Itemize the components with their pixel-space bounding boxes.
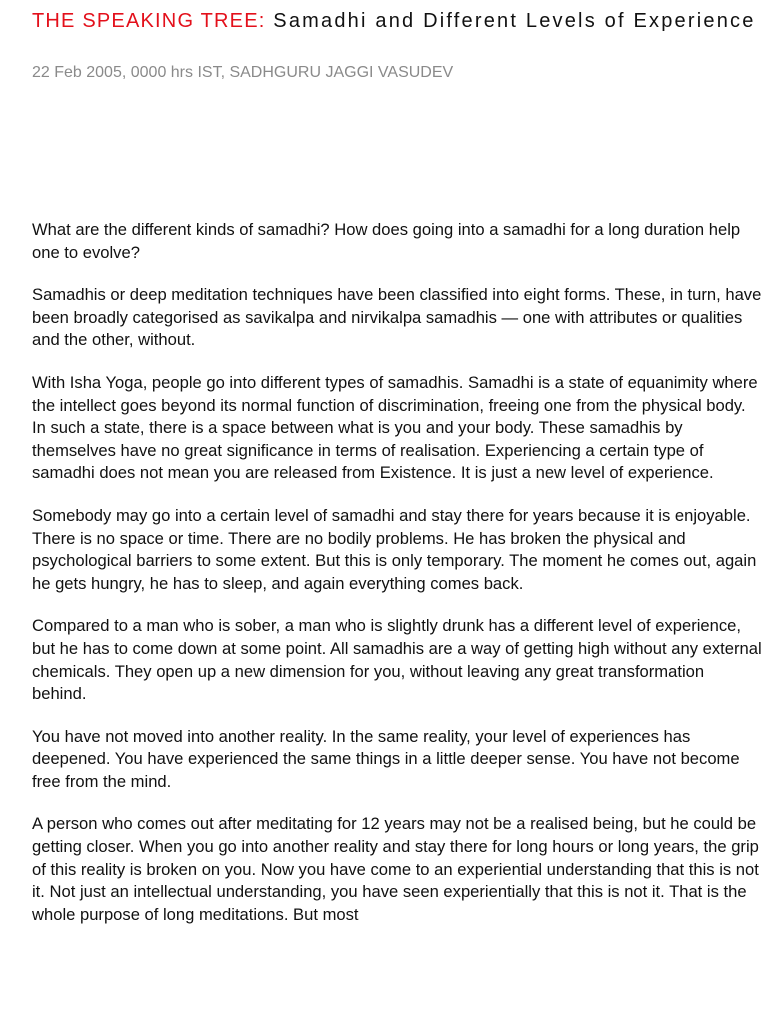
- paragraph-3: With Isha Yoga, people go into different types of samadhis. Samadhi is a state of equanimity where the intellect goes beyond its normal function of discrimination, freeing one from the physical body. In such a state, there is a space between what is you and your body. These samadhis by themselves have no great significance in terms of realisation. Experiencing a certain type of samadhi does not mean you are released from Existence. It is just a new level of experience.: [32, 372, 758, 483]
- article: [32, 8, 762, 83]
- article-byline: 22 Feb 2005, 0000 hrs IST, SADHGURU JAGGI VASUDEV: [32, 64, 454, 81]
- paragraph-1: What are the different kinds of samadhi? How does going into a samadhi for a long duration help one to evolve?: [32, 220, 741, 262]
- paragraph-7: A person who comes out after meditating for 12 years may not be a realised being, but he could be getting closer. When you go into another reality and stay there for long hours or long years, the grip of this reality is broken on you. Now you have come to an experiential understanding that this is not it. Not just an intellectual understanding, you have seen experientially that this is not it. That is the whole purpose of long meditations. But most: [32, 814, 759, 924]
- article-body: [32, 219, 762, 946]
- article-headline: [32, 8, 762, 35]
- paragraph-6: You have not moved into another reality. In the same reality, your level of experiences has deepened. You have experienced the same things in a little deeper sense. You have not become free from the mind.: [32, 726, 740, 791]
- paragraph-4: Somebody may go into a certain level of samadhi and stay there for years because it is enjoyable. There is no space or time. There are no bodily problems. He has broken the physical and psychological barriers to some extent. But this is only temporary. The moment he comes out, again he gets hungry, he has to sleep, and again everything comes back.: [32, 505, 757, 593]
- paragraph-2: Samadhis or deep meditation techniques have been classified into eight forms. These, in turn, have been broadly categorised as savikalpa and nirvikalpa samadhis — one with attributes or qualities and the other, without.: [32, 285, 762, 350]
- paragraph-5: Compared to a man who is sober, a man who is slightly drunk has a different level of experience, but he has to come down at some point. All samadhis are a way of getting high without any external chemicals. They open up a new dimension for you, without leaving any great transformation behind.: [32, 616, 762, 704]
- column-kicker: THE SPEAKING TREE:: [32, 10, 266, 32]
- article-title: Samadhi and Different Levels of Experience: [273, 10, 756, 32]
